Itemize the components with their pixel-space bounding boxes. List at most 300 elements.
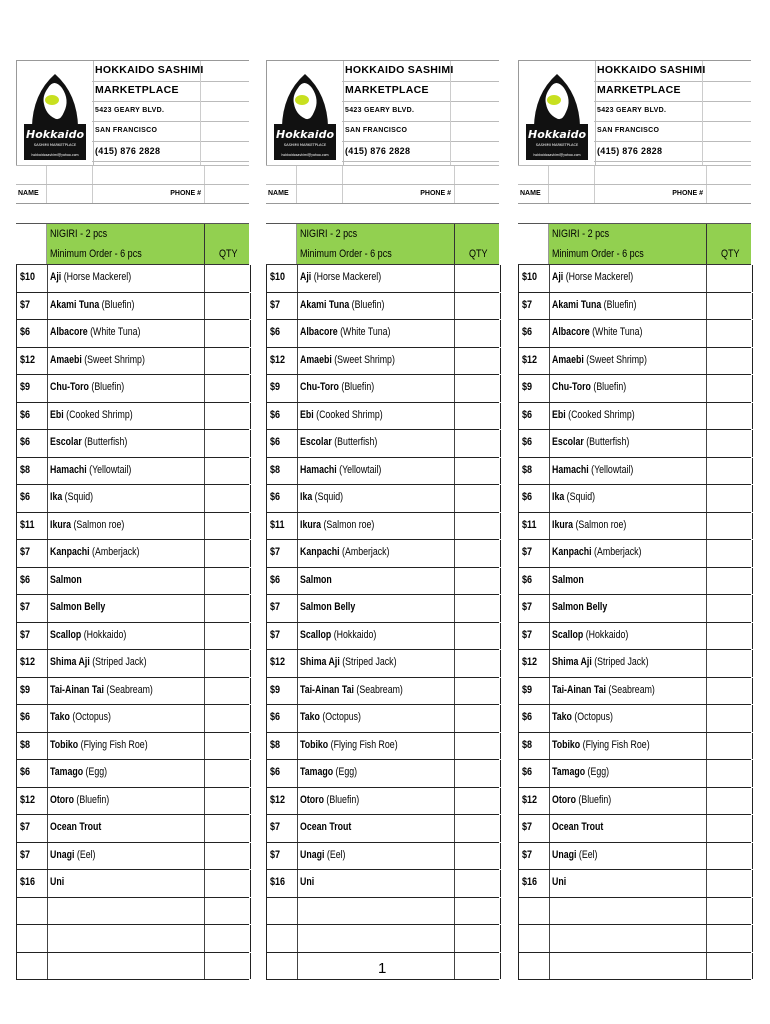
price-cell [518,760,550,787]
price-cell [266,348,298,375]
item-price: $12 [20,793,36,806]
item-cell [47,595,204,622]
item-price: $6 [270,491,281,503]
item-cell [47,375,204,402]
item-cell [47,458,204,485]
item-cell [297,650,454,677]
price-cell [266,705,298,732]
qty-input-cell[interactable] [454,953,501,980]
price-cell [16,430,48,457]
qty-input-cell[interactable] [454,815,501,842]
store-name-line2: MARKETPLACE [95,84,179,96]
qty-input-cell[interactable] [706,403,753,430]
item-name: Ocean Trout [552,821,604,833]
qty-input-cell[interactable] [454,705,501,732]
store-name-line1: HOKKAIDO SASHIMI [345,64,454,76]
item-cell [549,705,706,732]
spacer-row [16,165,249,185]
price-cell [266,953,298,980]
customer-info-row[interactable] [518,185,751,204]
qty-input-cell[interactable] [454,320,501,347]
table-row [266,430,499,458]
item-cell [297,788,454,815]
qty-input-cell[interactable] [204,348,251,375]
qty-input-cell[interactable] [454,595,501,622]
table-row [518,293,751,321]
item-cell [549,760,706,787]
nigiri-table [266,223,499,980]
qty-input-cell[interactable] [204,843,251,870]
price-cell [518,925,550,952]
table-row [16,898,249,926]
qty-input-cell[interactable] [706,320,753,347]
qty-input-cell[interactable] [204,815,251,842]
qty-input-cell[interactable] [454,898,501,925]
customer-info-row[interactable] [266,185,499,204]
item-description: (Squid) [312,491,344,503]
qty-input-cell[interactable] [204,650,251,677]
qty-input-cell[interactable] [706,540,753,567]
item-price: $7 [522,628,533,641]
qty-input-cell[interactable] [454,925,501,952]
item-name: Amaebi [300,353,332,366]
table-row [16,650,249,678]
qty-input-cell[interactable] [706,293,753,320]
table-row [16,403,249,431]
qty-input-cell[interactable] [706,623,753,650]
qty-input-cell[interactable] [204,485,251,512]
item-price: $7 [270,298,281,311]
item-cell [47,540,204,567]
item-price: $7 [20,821,31,833]
qty-input-cell[interactable] [706,485,753,512]
qty-input-cell[interactable] [204,870,251,897]
table-row [518,733,751,761]
table-row [266,815,499,843]
qty-input-cell[interactable] [454,430,501,457]
item-price: $10 [20,271,36,283]
table-row [518,623,751,651]
qty-input-cell[interactable] [204,705,251,732]
item-description: (Striped Jack) [591,656,649,668]
store-phone: (415) 876 2828 [95,146,161,156]
item-description: (Cooked Shrimp) [313,408,383,421]
qty-header: QTY [469,248,488,260]
store-address: 5423 GEARY BLVD. [95,107,165,114]
item-name: Akami Tuna [50,298,100,311]
table-row [16,595,249,623]
price-cell [16,705,48,732]
store-name-line1: HOKKAIDO SASHIMI [597,64,706,76]
qty-input-cell[interactable] [454,623,501,650]
order-sheet [266,60,499,888]
item-cell [47,788,204,815]
price-cell [518,650,550,677]
item-description: (Horse Mackerel) [61,271,132,283]
item-price: $6 [270,408,281,421]
price-cell [266,788,298,815]
item-cell [297,843,454,870]
item-price: $12 [270,793,286,806]
hokkaido-logo-icon [270,66,340,162]
item-cell [549,843,706,870]
qty-input-cell[interactable] [706,650,753,677]
sheet-header [266,60,499,165]
item-name: Aji [300,271,312,283]
item-cell [47,403,204,430]
table-row [518,953,751,981]
item-cell [297,678,454,705]
page-number: 1 [378,960,387,977]
qty-input-cell[interactable] [454,403,501,430]
item-name: Chu-Toro [552,381,591,393]
item-price: $6 [522,491,533,503]
item-cell [297,540,454,567]
item-name: Unagi [50,848,75,861]
table-row [518,843,751,871]
qty-input-cell[interactable] [454,540,501,567]
item-cell [549,953,706,980]
item-description: (Eel) [74,848,96,861]
table-row [266,760,499,788]
item-name: Chu-Toro [300,381,339,393]
qty-input-cell[interactable] [454,485,501,512]
item-cell [47,485,204,512]
store-phone: (415) 876 2828 [597,146,663,156]
price-cell [16,403,48,430]
price-cell [518,375,550,402]
qty-input-cell[interactable] [454,568,501,595]
item-cell [549,898,706,925]
table-row [518,513,751,541]
price-cell [266,430,298,457]
item-cell [297,485,454,512]
item-name: Ebi [552,408,566,421]
table-row [266,870,499,898]
item-price: $12 [20,353,36,366]
item-price: $6 [270,573,281,586]
store-phone: (415) 876 2828 [345,146,411,156]
item-name: Salmon Belly [300,601,356,613]
name-label: NAME [268,190,289,197]
item-price: $6 [20,711,31,723]
item-price: $9 [20,683,31,696]
price-cell [266,843,298,870]
qty-input-cell[interactable] [204,925,251,952]
qty-input-cell[interactable] [454,733,501,760]
item-name: Tako [300,711,320,723]
item-cell [297,375,454,402]
item-price: $16 [522,876,538,888]
item-description: (Octopus) [319,711,361,723]
item-cell [549,320,706,347]
customer-info-row[interactable] [16,185,249,204]
item-name: Tobiko [50,738,79,751]
qty-input-cell[interactable] [204,513,251,540]
item-price: $9 [20,381,31,393]
qty-input-cell[interactable] [454,293,501,320]
qty-input-cell[interactable] [454,760,501,787]
item-price: $7 [270,546,281,558]
item-description: (Striped Jack) [339,656,397,668]
item-cell [297,870,454,897]
qty-input-cell[interactable] [706,870,753,897]
item-description: (Flying Fish Roe) [328,738,398,751]
table-row [16,953,249,981]
item-price: $7 [522,298,533,311]
item-description: (Salmon roe) [71,518,125,531]
item-cell [47,513,204,540]
item-description: (Eel) [576,848,598,861]
item-description: (Seabream) [605,683,655,696]
table-row [518,568,751,596]
item-cell [549,568,706,595]
price-cell [16,540,48,567]
item-cell [297,898,454,925]
qty-input-cell[interactable] [204,540,251,567]
item-name: Ebi [300,408,314,421]
item-description: (Flying Fish Roe) [78,738,148,751]
qty-input-cell[interactable] [706,733,753,760]
item-cell [47,265,204,292]
item-description: (Bluefin) [349,298,385,311]
price-cell [518,348,550,375]
price-cell [16,733,48,760]
price-cell [266,925,298,952]
item-price: $11 [522,518,537,531]
table-title: NIGIRI - 2 pcs [300,228,358,240]
item-name: Scallop [552,628,584,641]
item-cell [549,348,706,375]
table-row [518,898,751,926]
table-row [16,485,249,513]
qty-input-cell[interactable] [706,265,753,292]
item-name: Chu-Toro [50,381,89,393]
price-cell [16,843,48,870]
item-name: Salmon [552,573,584,586]
item-description: (Sweet Shrimp) [583,353,647,366]
price-cell [16,458,48,485]
item-price: $7 [270,628,281,641]
table-row [266,320,499,348]
qty-input-cell[interactable] [706,348,753,375]
item-name: Aji [552,271,564,283]
qty-input-cell[interactable] [204,293,251,320]
item-cell [549,678,706,705]
item-name: Kanpachi [552,546,592,558]
qty-input-cell[interactable] [706,568,753,595]
qty-input-cell[interactable] [204,953,251,980]
qty-input-cell[interactable] [706,430,753,457]
item-price: $11 [20,518,35,531]
item-cell [297,568,454,595]
table-row [16,293,249,321]
table-row [16,265,249,293]
item-description: (Sweet Shrimp) [331,353,395,366]
qty-input-cell[interactable] [454,678,501,705]
item-description: (Amberjack) [89,546,140,558]
item-cell [47,898,204,925]
item-cell [549,485,706,512]
price-cell [266,623,298,650]
qty-input-cell[interactable] [204,678,251,705]
order-sheet [518,60,751,888]
price-cell [518,430,550,457]
price-cell [266,513,298,540]
qty-input-cell[interactable] [454,348,501,375]
item-name: Shima Aji [552,656,592,668]
table-row [16,540,249,568]
item-price: $7 [270,601,281,613]
qty-input-cell[interactable] [706,925,753,952]
item-cell [297,595,454,622]
qty-input-cell[interactable] [204,760,251,787]
table-subtitle: Minimum Order - 6 pcs [50,248,142,260]
qty-input-cell[interactable] [706,458,753,485]
item-name: Tamago [50,766,84,778]
price-cell [518,705,550,732]
item-name: Escolar [300,436,332,448]
item-cell [47,843,204,870]
item-name: Shima Aji [300,656,340,668]
qty-input-cell[interactable] [204,898,251,925]
phone-label: PHONE # [170,190,201,197]
phone-label: PHONE # [672,190,703,197]
price-cell [518,320,550,347]
qty-input-cell[interactable] [204,733,251,760]
price-cell [518,568,550,595]
qty-input-cell[interactable] [454,650,501,677]
price-cell [16,898,48,925]
qty-input-cell[interactable] [454,843,501,870]
table-row [518,595,751,623]
item-cell [549,925,706,952]
item-cell [549,623,706,650]
qty-input-cell[interactable] [706,760,753,787]
table-row [266,485,499,513]
item-name: Ikura [552,518,574,531]
qty-input-cell[interactable] [706,843,753,870]
logo-text: Hokkaido [527,128,587,141]
qty-input-cell[interactable] [204,430,251,457]
item-description: (Bluefin) [88,381,125,393]
table-row [518,320,751,348]
table-row [518,403,751,431]
qty-input-cell[interactable] [204,375,251,402]
item-name: Hamachi [300,463,337,476]
price-cell [16,568,48,595]
item-cell [47,953,204,980]
item-price: $6 [522,436,533,448]
qty-input-cell[interactable] [706,953,753,980]
table-title: NIGIRI - 2 pcs [552,228,610,240]
price-cell [16,788,48,815]
table-row [518,925,751,953]
item-price: $12 [522,353,538,366]
item-name: Albacore [300,326,338,338]
item-description: (Cooked Shrimp) [565,408,635,421]
qty-input-cell[interactable] [454,265,501,292]
qty-input-cell[interactable] [454,513,501,540]
qty-input-cell[interactable] [454,870,501,897]
item-name: Tai-Ainan Tai [50,683,104,696]
table-row [16,430,249,458]
name-label: NAME [520,190,541,197]
qty-input-cell[interactable] [204,788,251,815]
item-description: (Butterfish) [81,436,128,448]
hokkaido-logo-icon [522,66,592,162]
qty-input-cell[interactable] [706,513,753,540]
table-row [518,430,751,458]
item-description: (Octopus) [69,711,111,723]
item-name: Ebi [50,408,64,421]
qty-input-cell[interactable] [454,375,501,402]
item-price: $6 [522,711,533,723]
item-cell [549,815,706,842]
price-cell [518,595,550,622]
item-price: $7 [522,601,533,613]
qty-input-cell[interactable] [204,595,251,622]
logo-subtitle: SASHIMI MARKETPLACE [283,143,327,147]
item-cell [47,568,204,595]
item-cell [47,623,204,650]
item-cell [47,870,204,897]
item-cell [549,595,706,622]
qty-input-cell[interactable] [204,320,251,347]
qty-input-cell[interactable] [706,788,753,815]
table-header [518,223,751,265]
qty-input-cell[interactable] [204,568,251,595]
item-price: $7 [270,848,281,861]
item-cell [549,870,706,897]
table-row [266,788,499,816]
item-name: Uni [300,876,315,888]
qty-input-cell[interactable] [204,403,251,430]
qty-input-cell[interactable] [204,265,251,292]
table-header [16,223,249,265]
qty-input-cell[interactable] [706,595,753,622]
table-row [518,458,751,486]
price-cell [266,403,298,430]
item-cell [297,430,454,457]
qty-input-cell[interactable] [204,458,251,485]
price-cell [16,953,48,980]
item-cell [549,430,706,457]
item-description: (White Tuna) [87,326,141,338]
item-name: Ika [50,491,63,503]
qty-input-cell[interactable] [454,788,501,815]
qty-input-cell[interactable] [204,623,251,650]
item-price: $9 [270,381,281,393]
store-name-line2: MARKETPLACE [345,84,429,96]
qty-input-cell[interactable] [454,458,501,485]
item-price: $8 [270,463,281,476]
item-cell [549,293,706,320]
item-price: $16 [20,876,36,888]
item-price: $9 [522,683,533,696]
price-cell [16,760,48,787]
qty-input-cell[interactable] [706,375,753,402]
item-price: $8 [270,738,281,751]
item-cell [297,293,454,320]
item-price: $6 [20,766,31,778]
item-price: $9 [522,381,533,393]
qty-input-cell[interactable] [706,815,753,842]
qty-input-cell[interactable] [706,678,753,705]
qty-input-cell[interactable] [706,705,753,732]
qty-input-cell[interactable] [706,898,753,925]
item-cell [549,265,706,292]
